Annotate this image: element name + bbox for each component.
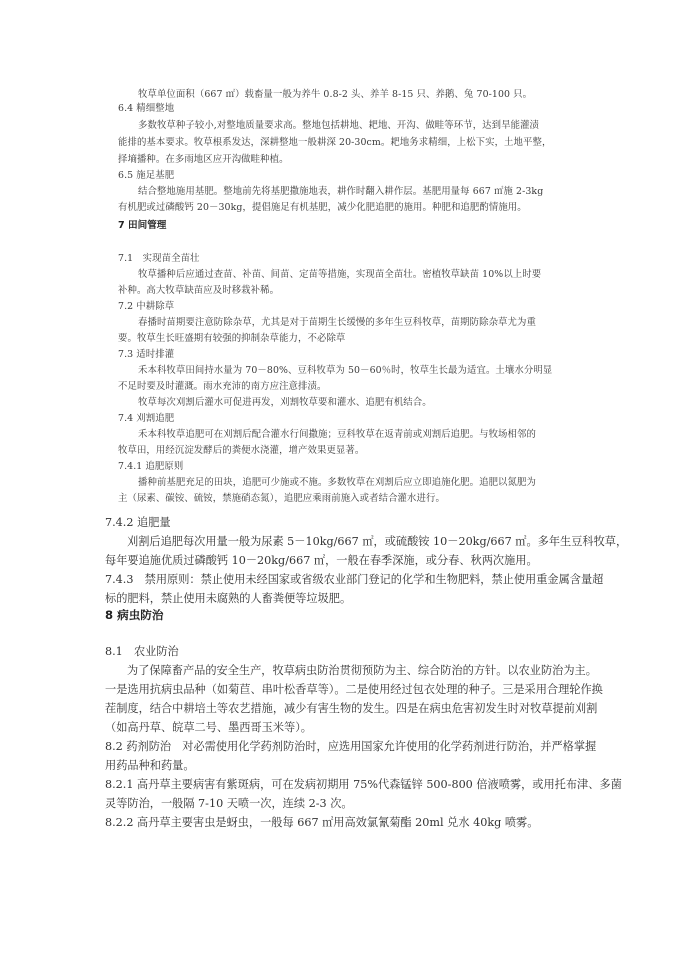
paragraph-6-4-line: 能排的基本要求。牧草根系发达，深耕整地一般耕深 20-30cm。耙地务求精细，上松下实，土地平整， <box>118 137 552 148</box>
paragraph-8-2-2: 8.2.2 高丹草主要害虫是蚜虫，一般每 667 ㎡用高效氯氰菊酯 20ml 兑水 40kg 喷雾。 <box>105 816 539 829</box>
paragraph-6-4-line: 择墒播种。在多雨地区应开沟做畦种植。 <box>118 154 289 165</box>
paragraph-6-5-line: 结合整地施用基肥。整地前先将基肥撒施地表，耕作时翻入耕作层。基肥用量每 667 ㎡施 2-3kg <box>138 186 544 197</box>
heading-7-4-1: 7.4.1 追肥原则 <box>118 461 184 472</box>
paragraph-6-4-line: 多数牧草种子较小,对整地质量要求高。整地包括耕地、耙地、开沟、做畦等环节，达到旱能灌渍 <box>138 120 540 131</box>
paragraph-7-4-1-line: 播种前基肥充足的田块，追肥可少施或不施。多数牧草在刈割后应立即追施化肥。追肥以氮肥为 <box>138 477 536 488</box>
heading-7-2: 7.2 中耕除草 <box>118 301 175 312</box>
paragraph-7-3-line: 禾本科牧草田间持水量为 70－80%、豆科牧草为 50－60％时，牧草生长最为适宜。土壤水分明显 <box>138 365 553 376</box>
paragraph-8-2-1-line: 灵等防治，一般隔 7-10 天喷一次，连续 2-3 次。 <box>105 797 353 810</box>
paragraph-7-4-line: 禾本科牧草追肥可在刈割后配合灌水行间撒施；豆科牧草在返青前或刈割后追肥。与牧场相邻的 <box>138 429 536 440</box>
heading-6-4: 6.4 精细整地 <box>118 103 175 114</box>
paragraph-8-1-line: 为了保障畜产品的安全生产，牧草病虫防治贯彻预防为主、综合防治的方针。以农业防治为主。 <box>127 664 597 677</box>
heading-6-5: 6.5 施足基肥 <box>118 170 175 181</box>
paragraph-8-1-line: 茬制度，结合中耕培土等农艺措施，减少有害生物的发生。四是在病虫危害初发生时对牧草提前刈割 <box>105 702 598 715</box>
paragraph-7-4-2-line: 刈割后追肥每次用量一般为尿素 5－10kg/667 ㎡，或硫酸铵 10－20kg/667 ㎡。多年生豆科牧草， <box>127 535 628 548</box>
paragraph-7-3-second: 牧草每次刈割后灌水可促进再发，刈割牧草要和灌水、追肥有机结合。 <box>138 397 432 408</box>
heading-8: 8 病虫防治 <box>105 608 164 622</box>
heading-7-4: 7.4 刈割追肥 <box>118 413 175 424</box>
paragraph-7-4-3-line: 7.4.3 禁用原则：禁止使用未经国家或省级农业部门登记的化学和生物肥料，禁止使用重金属含量超 <box>105 573 604 586</box>
paragraph-8-2-1-line: 8.2.1 高丹草主要病害有紫斑病，可在发病初期用 75%代森锰锌 500-800 倍液喷雾，或用托布津、多菌 <box>105 778 622 791</box>
paragraph-7-2-line: 要。牧草生长旺盛期有较强的抑制杂草能力，不必除草 <box>118 333 346 344</box>
paragraph-7-2-line: 春播时苗期要注意防除杂草，尤其是对于苗期生长缓慢的多年生豆科牧草，苗期防除杂草尤为重 <box>138 317 536 328</box>
paragraph-8-2-line: 用药品种和药量。 <box>105 759 195 772</box>
heading-7-3: 7.3 适时排灌 <box>118 349 175 360</box>
paragraph-stocking-rate: 牧草单位面积（667 ㎡）载畜量一般为养牛 0.8-2 头、养羊 8-15 只、养鹅、兔 70-100 只。 <box>138 89 533 100</box>
paragraph-6-5-line: 有机肥或过磷酸钙 20－30kg，提倡施足有机基肥，减少化肥追肥的施用。种肥和追肥酌情施用。 <box>118 202 527 213</box>
paragraph-7-3-line: 不足时要及时灌溉。雨水充沛的南方应注意排渍。 <box>118 381 327 392</box>
paragraph-7-4-1-line: 主（尿素、碳铵、硫铵，禁施硝态氮），追肥应乘雨前施入或者结合灌水进行。 <box>118 493 445 504</box>
paragraph-8-1-line: 一是选用抗病虫品种（如菊苣、串叶松香草等）。二是使用经过包衣处理的种子。三是采用合理轮作换 <box>105 683 603 696</box>
paragraph-7-4-3-line: 标的肥料，禁止使用未腐熟的人畜粪便等垃圾肥。 <box>105 592 352 605</box>
paragraph-7-4-line: 牧草田，用经沉淀发酵后的粪便水浇灌，增产效果更显著。 <box>118 445 365 456</box>
paragraph-7-1-line: 补种。高大牧草缺苗应及时移栽补稀。 <box>118 285 280 296</box>
paragraph-7-4-2-line: 每年要追施优质过磷酸钙 10－20kg/667 ㎡，一般在春季深施，或分春、秋两次施用。 <box>105 554 538 567</box>
heading-7: 7 田间管理 <box>118 220 167 231</box>
paragraph-8-2-line: 8.2 药剂防治 对必需使用化学药剂防治时，应选用国家允许使用的化学药剂进行防治，并严格掌握 <box>105 740 597 753</box>
paragraph-7-1-line: 牧草播种后应通过查苗、补苗、间苗、定苗等措施，实现苗全苗壮。密植牧草缺苗 10%以上时要 <box>138 269 542 280</box>
paragraph-8-1-line: （如高丹草、皖草二号、墨西哥玉米等）。 <box>105 721 312 734</box>
heading-7-4-2: 7.4.2 追肥量 <box>105 516 171 529</box>
heading-7-1: 7.1 实现苗全苗壮 <box>118 253 200 264</box>
heading-8-1: 8.1 农业防治 <box>105 645 179 658</box>
